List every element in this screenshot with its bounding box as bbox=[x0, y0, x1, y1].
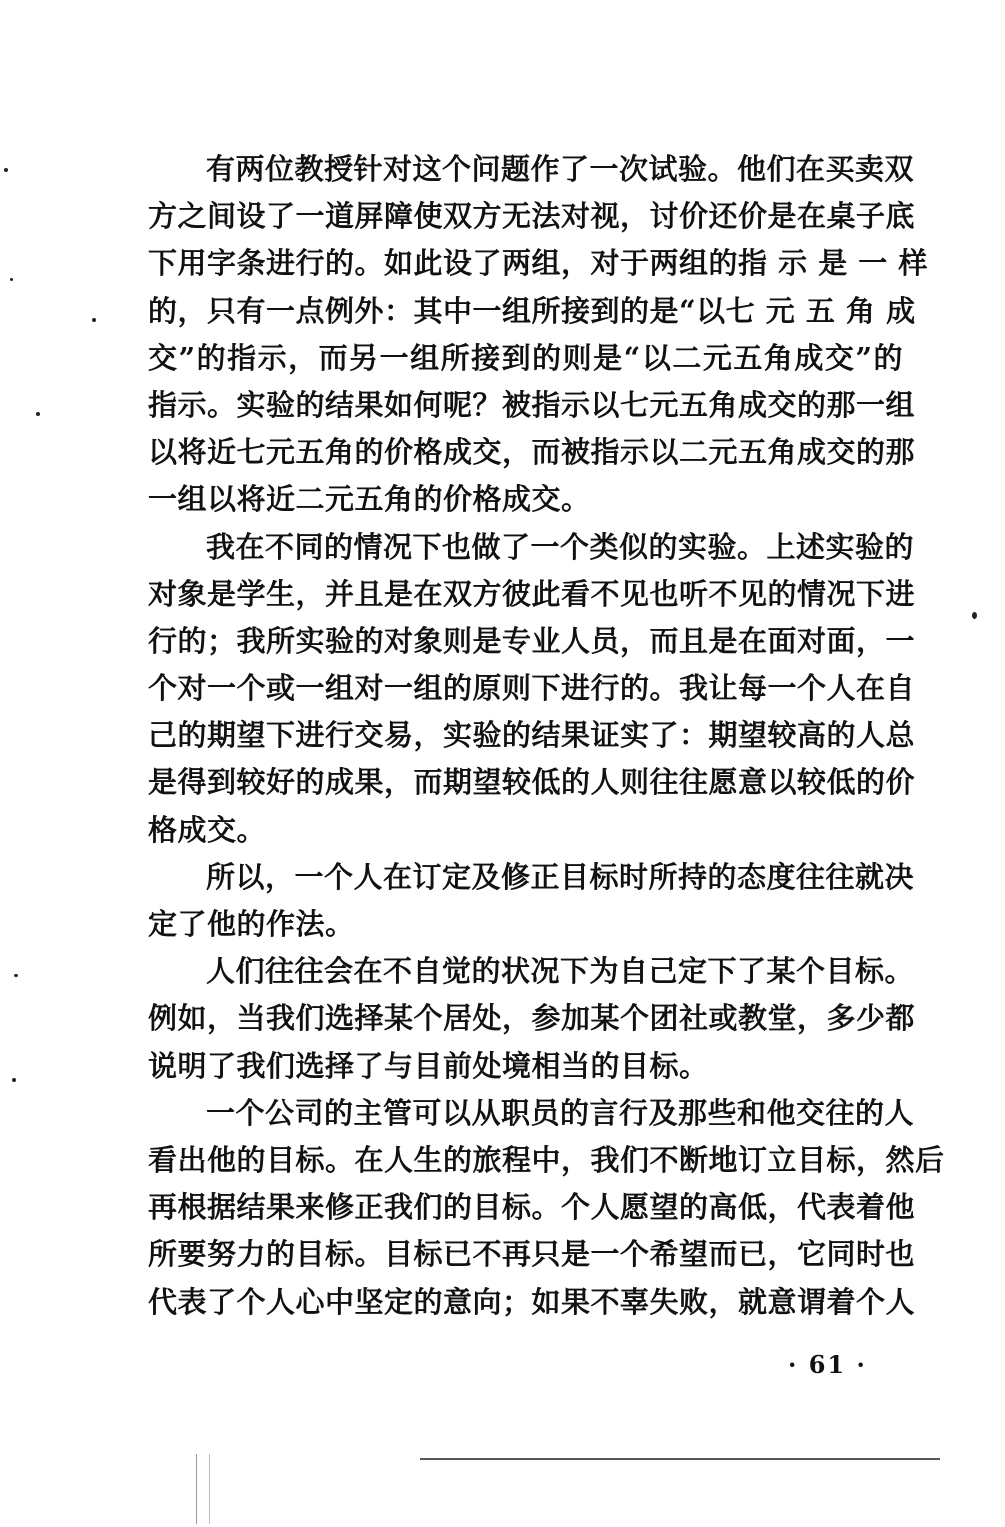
text-line: 一个公司的主管可以从职员的言行及那些和他交往的人 bbox=[206, 1095, 915, 1130]
text-line: 己的期望下进行交易，实验的结果证实了：期望较高的人总 bbox=[148, 718, 916, 753]
text-line: 对象是学生，并且是在双方彼此看不见也听不见的情况下进 bbox=[148, 576, 916, 611]
text-line: 看出他的目标。在人生的旅程中，我们不断地订立目标，然后 bbox=[148, 1142, 945, 1177]
scan-speck bbox=[92, 318, 96, 322]
text-line: 所以，一个人在订定及修正目标时所持的态度往往就决 bbox=[206, 859, 915, 894]
bottom-rule bbox=[420, 1458, 940, 1460]
scan-speck bbox=[12, 1078, 16, 1082]
text-line: 人们往往会在不自觉的状况下为自己定下了某个目标。 bbox=[206, 954, 915, 989]
text-line: 代表了个人心中坚定的意向；如果不辜失败，就意谓着个人 bbox=[148, 1284, 916, 1319]
text-line: 是得到较好的成果，而期望较低的人则往往愿意以较低的价 bbox=[148, 765, 916, 800]
text-line: 行的；我所实验的对象则是专业人员，而且是在面对面，一 bbox=[148, 623, 916, 658]
text-line: 格成交。 bbox=[148, 812, 267, 847]
text-line: 我在不同的情况下也做了一个类似的实验。上述实验的 bbox=[206, 529, 915, 564]
text-line: 再根据结果来修正我们的目标。个人愿望的高低，代表着他 bbox=[148, 1190, 916, 1225]
text-line: 有两位教授针对这个问题作了一次试验。他们在买卖双 bbox=[206, 152, 915, 186]
scan-speck bbox=[4, 168, 8, 172]
text-line: 例如，当我们选择某个居处，参加某个团社或教堂，多少都 bbox=[148, 1001, 916, 1036]
text-line: 方之间设了一道屏障使双方无法对视，讨价还价是在桌子底 bbox=[148, 199, 916, 234]
scan-speck bbox=[972, 612, 977, 619]
binding-mark bbox=[196, 1454, 210, 1524]
scan-speck bbox=[14, 974, 18, 977]
text-line: 交”的指示，而另一组所接到的则是“以二元五角成交”的 bbox=[148, 340, 903, 375]
text-line: 一组以将近二元五角的价格成交。 bbox=[148, 482, 591, 517]
text-line: 定了他的作法。 bbox=[148, 907, 355, 941]
text-line: 的，只有一点例外：其中一组所接到的是“以七 元 五 角 成 bbox=[148, 293, 916, 328]
body-text bbox=[148, 146, 945, 1326]
text-line: 说明了我们选择了与目前处境相当的目标。 bbox=[148, 1048, 709, 1083]
text-line: 指示。实验的结果如何呢？被指示以七元五角成交的那一组 bbox=[148, 387, 916, 422]
scan-speck bbox=[10, 278, 13, 281]
scan-speck bbox=[36, 412, 40, 416]
text-line: 下用字条进行的。如此设了两组，对于两组的指 示 是 一 样 bbox=[148, 246, 928, 281]
page-number: · 61 · bbox=[788, 1350, 867, 1379]
text-line: 个对一个或一组对一组的原则下进行的。我让每一个人在自 bbox=[148, 671, 916, 706]
text-line: 所要努力的目标。目标已不再只是一个希望而已，它同时也 bbox=[148, 1237, 916, 1272]
text-line: 以将近七元五角的价格成交，而被指示以二元五角成交的那 bbox=[148, 435, 916, 470]
